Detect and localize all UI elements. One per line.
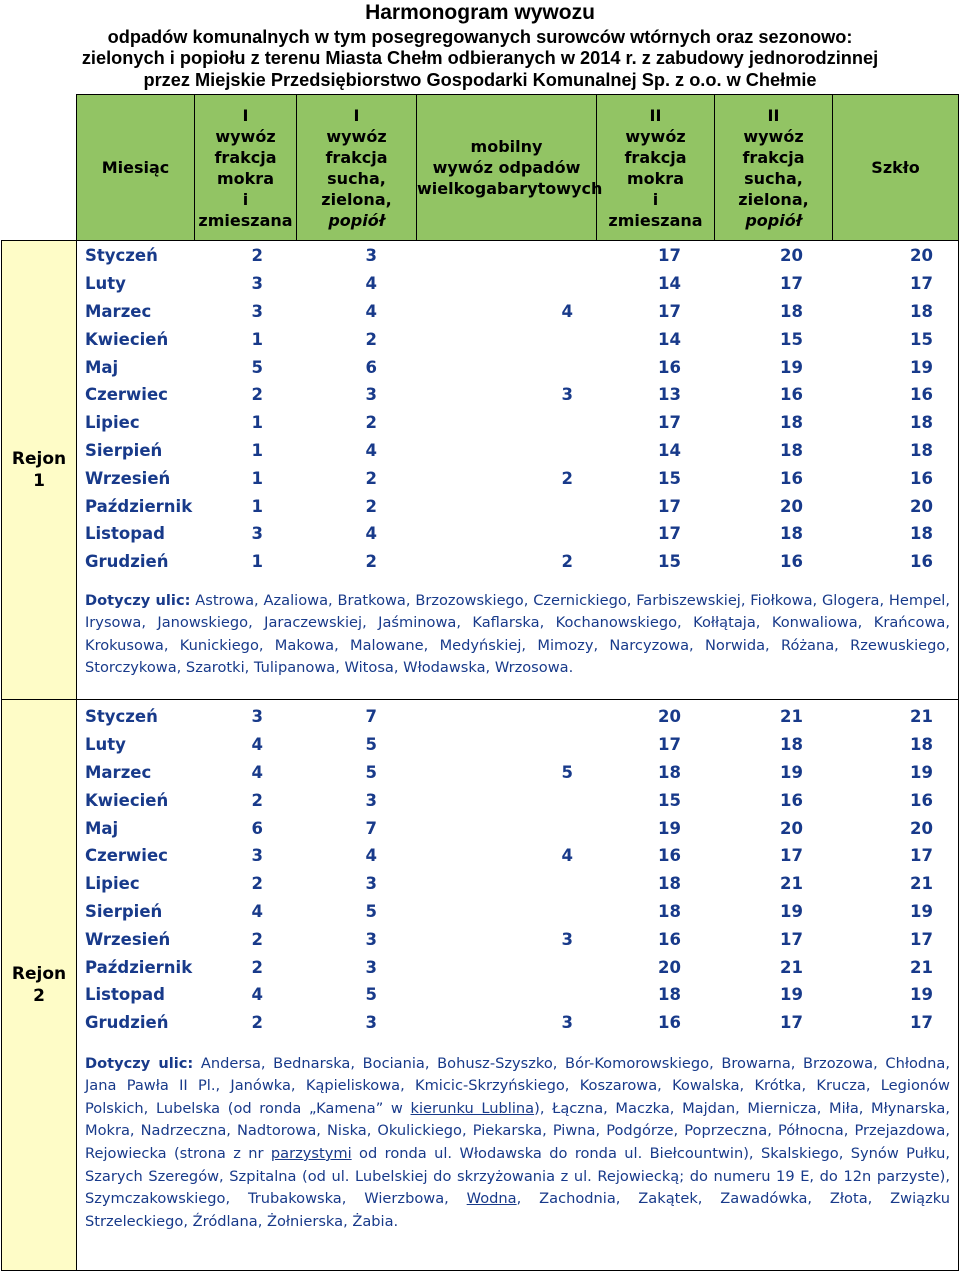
value-cell: 16 xyxy=(658,1013,681,1033)
value-cell xyxy=(417,353,597,381)
street-text: , Zachodnia, Zakątek, Zawadówka, Złota, Związku Strzeleckiego, Źródlana, Żołnierska, Żabia. xyxy=(85,1190,950,1230)
value-cell: 4 xyxy=(561,301,573,321)
title-line-3: zielonych i popiołu z terenu Miasta Chełm odbieranych w 2014 r. z zabudowy jednorodzinnej xyxy=(81,48,879,68)
region-2-label: Rejon 2 xyxy=(2,700,77,1271)
value-cell: 2 xyxy=(251,929,263,949)
month-cell: Czerwiec xyxy=(85,385,168,405)
value-cell: 17 xyxy=(658,246,681,266)
value-cell: 18 xyxy=(780,413,803,433)
value-cell: 2 xyxy=(365,496,377,516)
value-cell: 5 xyxy=(365,762,377,782)
value-cell: 21 xyxy=(910,707,933,727)
document-title xyxy=(0,0,960,92)
corner-cell xyxy=(2,95,77,241)
value-cell: 4 xyxy=(365,274,377,294)
value-cell: 18 xyxy=(658,874,681,894)
region-1-months xyxy=(77,242,959,576)
value-cell: 19 xyxy=(910,985,933,1005)
table-row xyxy=(77,437,959,465)
value-cell: 3 xyxy=(251,301,263,321)
value-cell: 14 xyxy=(658,274,681,294)
value-cell: 15 xyxy=(910,329,933,349)
value-cell: 15 xyxy=(658,790,681,810)
value-cell: 18 xyxy=(658,762,681,782)
value-cell xyxy=(417,953,597,981)
month-cell: Maj xyxy=(85,357,119,377)
value-cell: 16 xyxy=(658,357,681,377)
value-cell: 7 xyxy=(365,707,377,727)
value-cell: 17 xyxy=(780,274,803,294)
header-row xyxy=(2,95,959,241)
title-line-2: odpadów komunalnych w tym posegregowanych surowców wtórnych oraz sezonowo: xyxy=(107,27,853,47)
value-cell xyxy=(417,731,597,759)
month-cell: Marzec xyxy=(85,762,152,782)
streets-label: Dotyczy ulic: xyxy=(85,1054,194,1072)
month-cell: Czerwiec xyxy=(85,846,168,866)
street-text: kierunku Lublina xyxy=(410,1099,535,1117)
value-cell: 21 xyxy=(780,707,803,727)
value-cell: 16 xyxy=(910,552,933,572)
header-c4: II wywóz frakcja mokra i zmieszana xyxy=(597,95,715,241)
value-cell: 16 xyxy=(658,846,681,866)
value-cell: 7 xyxy=(365,818,377,838)
value-cell: 2 xyxy=(365,329,377,349)
value-cell: 3 xyxy=(561,929,573,949)
streets-label: Dotyczy ulic: xyxy=(85,591,191,609)
street-text: Andersa, Bednarska, Bociania, Bohusz-Szyszko, Bór-Komorowskiego, Browarna, Brzozowa, Chłodna, Jana Pawła II Pl., Janówka, Kąpieliskowa, Kmicic-Skrzyńskiego, Koszarowa, Kowalska, Krótka, Krucza, Legionów Polskich, Lubelska (od ronda „Kamena” w xyxy=(85,1054,951,1117)
value-cell xyxy=(417,242,597,270)
value-cell xyxy=(417,703,597,731)
value-cell: 20 xyxy=(910,818,933,838)
value-cell: 5 xyxy=(251,357,263,377)
value-cell: 17 xyxy=(658,524,681,544)
value-cell: 17 xyxy=(658,496,681,516)
value-cell: 1 xyxy=(251,552,263,572)
value-cell: 4 xyxy=(561,846,573,866)
value-cell: 17 xyxy=(910,1013,933,1033)
value-cell: 3 xyxy=(365,874,377,894)
street-text: ), Łączna, Maczka, Majdan, Miernicza, Miła, Młynarska, Mokra, Nadrzeczna, Nadtorowa, Niska, Okulickiego, Piekarska, Piwna, Podgórze, Poprzeczna, Północna, Przejazdowa, Rejowiecka (strona z nr xyxy=(85,1099,951,1162)
value-cell: 5 xyxy=(365,735,377,755)
region-1-label: Rejon 1 xyxy=(2,241,77,700)
table-row xyxy=(77,548,959,576)
street-text: Wodna xyxy=(466,1190,517,1208)
table-row xyxy=(77,492,959,520)
value-cell: 18 xyxy=(910,440,933,460)
value-cell: 5 xyxy=(365,985,377,1005)
title-line-1: Harmonogram wywozu xyxy=(365,1,595,24)
table-row xyxy=(77,242,959,270)
region-2-months xyxy=(77,703,959,1037)
value-cell: 3 xyxy=(365,385,377,405)
region-1-row xyxy=(2,241,959,700)
value-cell: 16 xyxy=(658,929,681,949)
value-cell: 20 xyxy=(910,246,933,266)
value-cell: 3 xyxy=(251,846,263,866)
table-row xyxy=(77,953,959,981)
value-cell xyxy=(417,492,597,520)
month-cell: Grudzień xyxy=(85,552,169,572)
value-cell: 4 xyxy=(365,846,377,866)
value-cell: 1 xyxy=(251,413,263,433)
value-cell: 19 xyxy=(910,357,933,377)
value-cell: 18 xyxy=(910,524,933,544)
table-row xyxy=(77,786,959,814)
month-cell: Listopad xyxy=(85,524,165,544)
table-row xyxy=(77,1009,959,1037)
value-cell: 20 xyxy=(658,957,681,977)
value-cell xyxy=(417,786,597,814)
value-cell: 4 xyxy=(365,524,377,544)
value-cell: 2 xyxy=(251,790,263,810)
table-row xyxy=(77,981,959,1009)
value-cell: 20 xyxy=(780,496,803,516)
month-cell: Luty xyxy=(85,735,126,755)
table-row xyxy=(77,270,959,298)
value-cell: 16 xyxy=(780,385,803,405)
table-row xyxy=(77,381,959,409)
region-1-data xyxy=(77,241,959,700)
value-cell: 19 xyxy=(780,985,803,1005)
value-cell xyxy=(417,981,597,1009)
value-cell: 2 xyxy=(251,874,263,894)
table-row xyxy=(77,520,959,548)
street-text: Astrowa, Azaliowa, Bratkowa, Brzozowskiego, Czernickiego, Farbiszewskiej, Fiołkowa, Glogera, Hempel, Irysowa, Janowskiego, Jaraczewskiej, Jaśminowa, Kaflarska, Kochanowskiego, Kołłątaja, Konwaliowa, Krańcowa, Krokusowa, Kunickiego, Makowa, Malowane, Medyńskiej, Mimozy, Narcyzowa, Norwida, Różana, Rzewuskiego, Storczykowa, Szarotki, Tulipanowa, Witosa, Włodawska, Wrzosowa. xyxy=(85,591,951,677)
value-cell: 16 xyxy=(780,790,803,810)
month-cell: Marzec xyxy=(85,301,152,321)
value-cell: 6 xyxy=(365,357,377,377)
value-cell: 2 xyxy=(365,552,377,572)
value-cell: 16 xyxy=(910,790,933,810)
header-month: Miesiąc xyxy=(77,95,195,241)
value-cell: 4 xyxy=(251,735,263,755)
value-cell xyxy=(417,437,597,465)
value-cell xyxy=(417,870,597,898)
month-cell: Sierpień xyxy=(85,440,163,460)
value-cell: 3 xyxy=(365,1013,377,1033)
value-cell: 3 xyxy=(561,1013,573,1033)
value-cell: 18 xyxy=(910,413,933,433)
value-cell: 20 xyxy=(910,496,933,516)
region-2-row xyxy=(2,700,959,1271)
table-row xyxy=(77,759,959,787)
value-cell: 5 xyxy=(561,762,573,782)
month-cell: Kwiecień xyxy=(85,329,169,349)
value-cell: 2 xyxy=(561,552,573,572)
month-cell: Wrzesień xyxy=(85,929,171,949)
value-cell: 19 xyxy=(658,818,681,838)
month-cell: Grudzień xyxy=(85,1013,169,1033)
month-cell: Sierpień xyxy=(85,901,163,921)
value-cell: 4 xyxy=(251,901,263,921)
value-cell: 3 xyxy=(561,385,573,405)
value-cell: 3 xyxy=(251,274,263,294)
table-row xyxy=(77,925,959,953)
value-cell: 19 xyxy=(910,901,933,921)
value-cell: 3 xyxy=(365,246,377,266)
value-cell: 18 xyxy=(658,985,681,1005)
value-cell: 21 xyxy=(910,957,933,977)
value-cell: 18 xyxy=(780,440,803,460)
value-cell: 16 xyxy=(780,468,803,488)
month-cell: Lipiec xyxy=(85,413,140,433)
header-c2: I wywóz frakcja sucha, zielona, popiół xyxy=(297,95,417,241)
value-cell: 18 xyxy=(780,524,803,544)
table-row xyxy=(77,898,959,926)
value-cell: 14 xyxy=(658,329,681,349)
value-cell: 4 xyxy=(365,440,377,460)
region-2-streets xyxy=(77,1053,958,1234)
value-cell: 17 xyxy=(780,846,803,866)
value-cell: 2 xyxy=(251,246,263,266)
month-cell: Lipiec xyxy=(85,874,140,894)
table-row xyxy=(77,409,959,437)
value-cell xyxy=(417,409,597,437)
table-row xyxy=(77,842,959,870)
value-cell: 17 xyxy=(658,413,681,433)
value-cell: 21 xyxy=(780,957,803,977)
value-cell: 3 xyxy=(365,929,377,949)
value-cell: 13 xyxy=(658,385,681,405)
value-cell: 19 xyxy=(780,357,803,377)
value-cell: 3 xyxy=(251,707,263,727)
value-cell: 15 xyxy=(780,329,803,349)
value-cell: 2 xyxy=(561,468,573,488)
value-cell: 1 xyxy=(251,440,263,460)
value-cell: 21 xyxy=(910,874,933,894)
month-cell: Styczeń xyxy=(85,707,158,727)
table-row xyxy=(77,325,959,353)
value-cell: 1 xyxy=(251,496,263,516)
value-cell: 14 xyxy=(658,440,681,460)
table-row xyxy=(77,464,959,492)
value-cell: 17 xyxy=(658,301,681,321)
value-cell xyxy=(417,814,597,842)
region-2-data xyxy=(77,700,959,1271)
value-cell: 18 xyxy=(780,735,803,755)
value-cell: 5 xyxy=(365,901,377,921)
value-cell: 4 xyxy=(251,985,263,1005)
region-1-streets xyxy=(77,590,958,680)
month-cell: Listopad xyxy=(85,985,165,1005)
value-cell: 20 xyxy=(658,707,681,727)
value-cell: 2 xyxy=(365,468,377,488)
street-text: parzystymi xyxy=(270,1144,352,1162)
table-row xyxy=(77,870,959,898)
value-cell: 17 xyxy=(910,274,933,294)
schedule-table xyxy=(1,94,959,1271)
value-cell: 16 xyxy=(910,385,933,405)
value-cell: 3 xyxy=(365,957,377,977)
header-c1: I wywóz frakcja mokra i zmieszana xyxy=(195,95,297,241)
value-cell: 2 xyxy=(251,385,263,405)
title-line-4: przez Miejskie Przedsiębiorstwo Gospodarki Komunalnej Sp. z o.o. w Chełmie xyxy=(143,70,817,90)
value-cell: 18 xyxy=(910,301,933,321)
value-cell: 17 xyxy=(910,846,933,866)
value-cell: 17 xyxy=(658,735,681,755)
value-cell: 17 xyxy=(910,929,933,949)
value-cell xyxy=(417,898,597,926)
month-cell: Październik xyxy=(85,496,193,516)
value-cell: 4 xyxy=(251,762,263,782)
month-cell: Październik xyxy=(85,957,193,977)
value-cell: 4 xyxy=(365,301,377,321)
table-row xyxy=(77,731,959,759)
header-c3: mobilny wywóz odpadów wielkogabarytowych xyxy=(417,95,597,241)
value-cell: 18 xyxy=(780,301,803,321)
table-row xyxy=(77,814,959,842)
value-cell: 20 xyxy=(780,246,803,266)
value-cell: 3 xyxy=(251,524,263,544)
header-c6: Szkło xyxy=(833,95,959,241)
value-cell: 3 xyxy=(365,790,377,810)
value-cell: 16 xyxy=(780,552,803,572)
month-cell: Kwiecień xyxy=(85,790,169,810)
value-cell xyxy=(417,520,597,548)
value-cell: 20 xyxy=(780,818,803,838)
month-cell: Luty xyxy=(85,274,126,294)
table-row xyxy=(77,703,959,731)
table-row xyxy=(77,353,959,381)
table-row xyxy=(77,298,959,326)
street-text: od ronda ul. Włodawska do ronda ul. Biełcountwin), Skalskiego, Synów Pułku, Szarych Szeregów, Szpitalna (od ul. Lubelskiej do skrzyżowania z ul. Rejowiecką; do numeru 19 E, do 12n parzyste), Szymczakowskiego, Trubakowska, Wierzbowa, xyxy=(85,1144,950,1208)
value-cell: 16 xyxy=(910,468,933,488)
value-cell: 2 xyxy=(251,1013,263,1033)
value-cell: 21 xyxy=(780,874,803,894)
value-cell: 19 xyxy=(780,901,803,921)
value-cell: 1 xyxy=(251,468,263,488)
value-cell: 1 xyxy=(251,329,263,349)
value-cell: 18 xyxy=(910,735,933,755)
value-cell xyxy=(417,270,597,298)
month-cell: Styczeń xyxy=(85,246,158,266)
value-cell: 6 xyxy=(251,818,263,838)
value-cell: 17 xyxy=(780,1013,803,1033)
value-cell: 19 xyxy=(910,762,933,782)
value-cell: 2 xyxy=(251,957,263,977)
value-cell: 2 xyxy=(365,413,377,433)
value-cell: 15 xyxy=(658,468,681,488)
header-c5: II wywóz frakcja sucha, zielona, popiół xyxy=(715,95,833,241)
month-cell: Wrzesień xyxy=(85,468,171,488)
value-cell: 18 xyxy=(658,901,681,921)
month-cell: Maj xyxy=(85,818,119,838)
value-cell: 15 xyxy=(658,552,681,572)
value-cell xyxy=(417,325,597,353)
value-cell: 17 xyxy=(780,929,803,949)
value-cell: 19 xyxy=(780,762,803,782)
